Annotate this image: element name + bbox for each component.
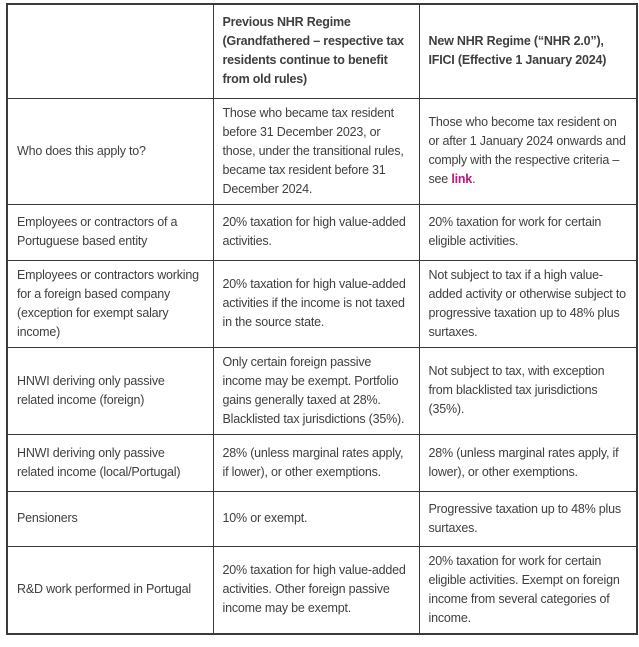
- cell-new: [419, 98, 637, 204]
- cell-previous: Only certain foreign passive income may be exempt. Portfolio gains generally taxed at 28%. Blacklisted tax jurisdictions (35%).: [213, 347, 419, 434]
- table-row-pensioners: [7, 491, 637, 546]
- header-previous-regime: Previous NHR Regime (Grandfathered – respective tax residents continue to benefit from old rules): [213, 4, 419, 98]
- cell-previous: 20% taxation for high value-added activities.: [213, 204, 419, 260]
- cell-previous: Those who became tax resident before 31 December 2023, or those, under the transitional rules, became tax resident before 31 December 2024.: [213, 98, 419, 204]
- cell-new: 20% taxation for work for certain eligible activities. Exempt on foreign income from several categories of income.: [419, 546, 637, 634]
- cell-previous: 20% taxation for high value-added activities. Other foreign passive income may be exempt.: [213, 546, 419, 634]
- cell-new-after: .: [472, 172, 476, 186]
- row-label: Pensioners: [7, 491, 213, 546]
- cell-new: Progressive taxation up to 48% plus surtaxes.: [419, 491, 637, 546]
- header-new-regime: New NHR Regime (“NHR 2.0”), IFICI (Effective 1 January 2024): [419, 4, 637, 98]
- cell-previous: 28% (unless marginal rates apply, if lower), or other exemptions.: [213, 434, 419, 491]
- row-label: HNWI deriving only passive related income (local/Portugal): [7, 434, 213, 491]
- row-label: Employees or contractors of a Portuguese based entity: [7, 204, 213, 260]
- table-row-rd-work: [7, 546, 637, 634]
- cell-new: Not subject to tax if a high value-added activity or otherwise subject to progressive taxation up to 48% plus surtaxes.: [419, 260, 637, 347]
- row-label: Who does this apply to?: [7, 98, 213, 204]
- table-row-who-applies: [7, 98, 637, 204]
- nhr-comparison-table: [6, 3, 638, 635]
- cell-new-text: Those who become tax resident on or after 1 January 2024 onwards and comply with the respective criteria – see: [428, 115, 626, 186]
- cell-new: 28% (unless marginal rates apply, if lower), or other exemptions.: [419, 434, 637, 491]
- table-row-hnwi-local: [7, 434, 637, 491]
- table-row-hnwi-foreign: [7, 347, 637, 434]
- cell-new: Not subject to tax, with exception from blacklisted tax jurisdictions (35%).: [419, 347, 637, 434]
- row-label: R&D work performed in Portugal: [7, 546, 213, 634]
- row-label: HNWI deriving only passive related income (foreign): [7, 347, 213, 434]
- header-row-label: [7, 4, 213, 98]
- table-row-employees-portuguese: [7, 204, 637, 260]
- cell-previous: 20% taxation for high value-added activities if the income is not taxed in the source state.: [213, 260, 419, 347]
- cell-previous: 10% or exempt.: [213, 491, 419, 546]
- row-label: Employees or contractors working for a foreign based company (exception for exempt salary income): [7, 260, 213, 347]
- table-row-employees-foreign: [7, 260, 637, 347]
- table-header-row: [7, 4, 637, 98]
- criteria-link[interactable]: link: [451, 172, 473, 186]
- cell-new: 20% taxation for work for certain eligible activities.: [419, 204, 637, 260]
